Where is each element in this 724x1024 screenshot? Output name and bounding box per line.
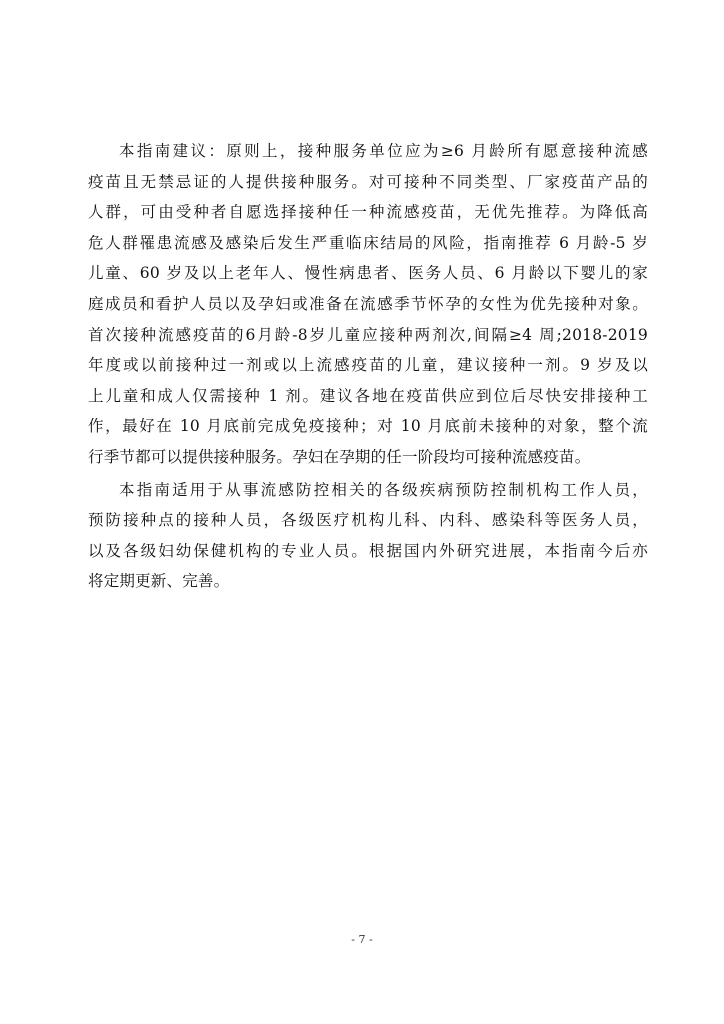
text-line: 将定期更新、完善。 [88,572,230,591]
text-line: 作，最好在 10 月底前完成免疫接种；对 10 月底前未接种的对象，整个流 [88,417,648,436]
paragraph-recommendation [88,136,648,473]
text-line: 预防接种点的接种人员，各级医疗机构儿科、内科、感染科等医务人员， [88,511,648,530]
text-line: 儿童、60 岁及以上老年人、慢性病患者、医务人员、6 月龄以下婴儿的家 [88,264,648,283]
text-line: 危人群罹患流感及感染后发生严重临床结局的风险，指南推荐 6 月龄-5 岁 [88,233,648,252]
text-line: 人群，可由受种者自愿选择接种任一种流感疫苗，无优先推荐。为降低高 [88,203,648,222]
text-line: 本指南建议：原则上，接种服务单位应为≥6 月龄所有愿意接种流感 [119,142,648,160]
text-line: 年度或以前接种过一剂或以上流感疫苗的儿童，建议接种一剂。9 岁及以 [88,356,648,375]
text-line: 上儿童和成人仅需接种 1 剂。建议各地在疫苗供应到位后尽快安排接种工 [88,386,648,405]
text-line: 以及各级妇幼保健机构的专业人员。根据国内外研究进展，本指南今后亦 [88,541,648,560]
paragraph-scope [88,475,648,597]
text-line: 行季节都可以提供接种服务。孕妇在孕期的任一阶段均可接种流感疫苗。 [88,447,591,466]
text-line: 疫苗且无禁忌证的人提供接种服务。对可接种不同类型、厂家疫苗产品的 [88,172,648,191]
text-line: 庭成员和看护人员以及孕妇或准备在流感季节怀孕的女性为优先接种对象。 [88,294,648,313]
body-text [88,136,648,599]
text-line: 首次接种流感疫苗的6月龄-8岁儿童应接种两剂次,间隔≥4 周;2018-2019 [88,325,648,344]
page-number: - 7 - [351,933,373,946]
text-line: 本指南适用于从事流感防控相关的各级疾病预防控制机构工作人员， [119,480,648,499]
